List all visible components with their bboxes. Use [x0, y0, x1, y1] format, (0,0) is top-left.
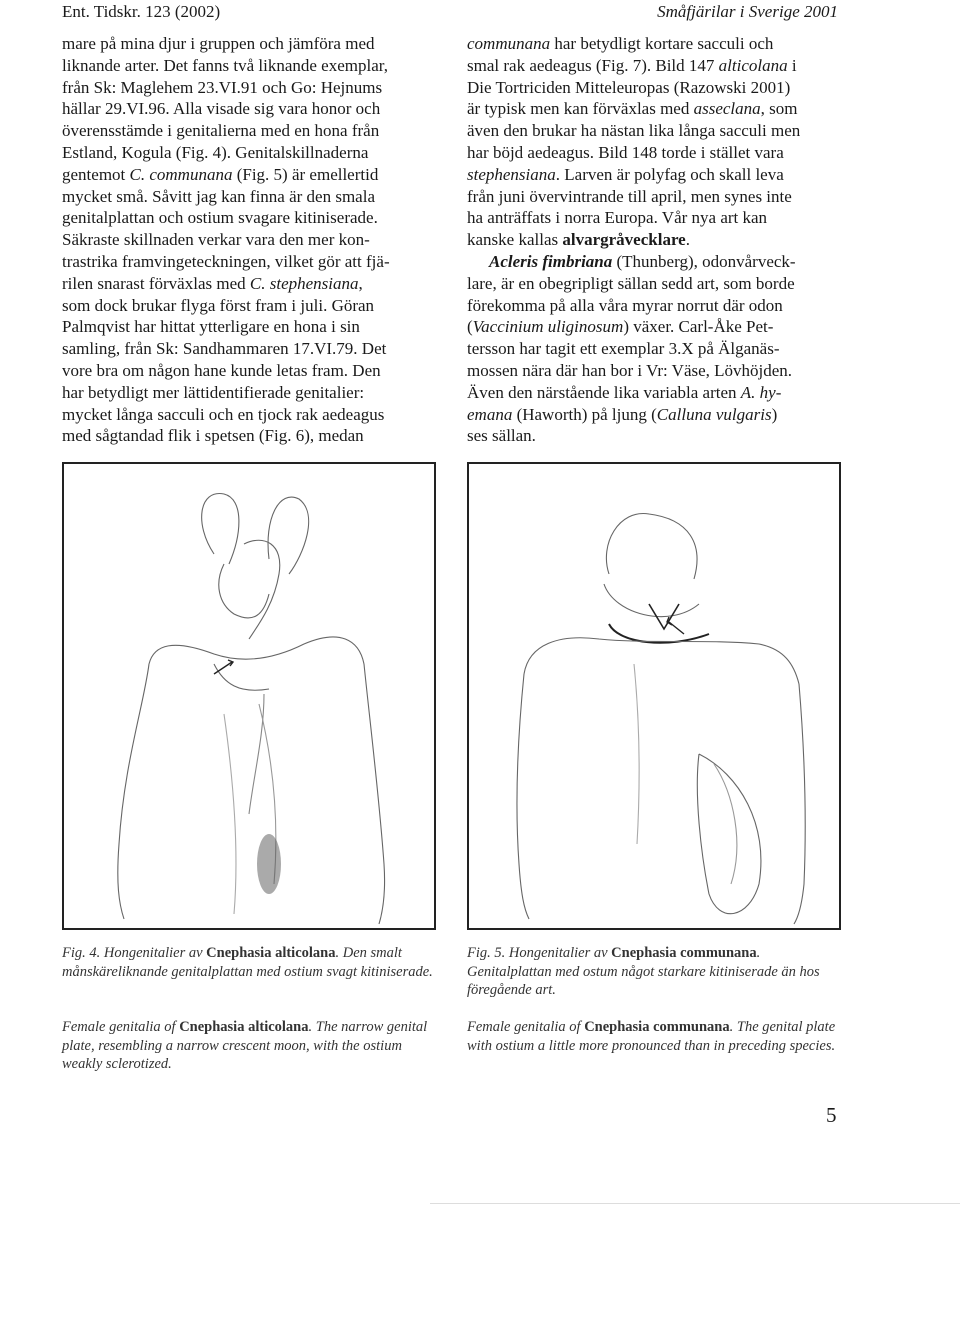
text-run: ,: [358, 273, 363, 293]
caption-run: . Genitalplattan med ostum något starkare kitiniserade än hos föregående art.: [467, 945, 820, 998]
common-name: alvargråvecklare: [562, 230, 686, 250]
left-text-column: [62, 33, 434, 447]
caption-species: Cnephasia alticolana: [206, 945, 336, 961]
figure-4-caption-sv: [62, 944, 434, 981]
text-line: Estland, Kogula (Fig. 4). Genitalskillnaderna: [62, 142, 369, 162]
text-line: hällar 29.VI.96. Alla visade sig vara honor och: [62, 99, 381, 119]
species-name: C. stephensiana: [249, 273, 359, 293]
text-line: [467, 55, 837, 77]
text-line: liknande arter. Det fanns två liknande exemplar,: [62, 55, 388, 75]
text-line: Die Tortriciden Mitteleuropas (Razowski 2001): [467, 77, 791, 97]
species-name: stephensiana: [467, 164, 556, 184]
text-run: (Thunberg), odonvårveck-: [612, 251, 796, 271]
text-line: [467, 382, 837, 404]
species-name: C. communana: [129, 164, 233, 184]
caption-species: Cnephasia communana: [584, 1019, 730, 1035]
caption-text: [467, 944, 839, 1000]
text-run: är typisk men kan förväxlas med: [467, 99, 694, 119]
species-name: communana: [467, 34, 551, 53]
text-line: ha anträffats i norra Europa. Vår nya art kan: [467, 208, 768, 228]
text-run: .: [685, 230, 690, 250]
text-run: Även den närstående lika variabla arten: [467, 382, 741, 402]
species-name: Vaccinium uliginosum: [472, 317, 624, 337]
caption-text: [62, 944, 434, 981]
text-run: (Fig. 5) är emellertid: [232, 164, 379, 184]
caption-run: Fig. 5. Hongenitalier av: [467, 945, 612, 961]
figure-5-caption-en: [467, 1018, 839, 1055]
species-name: Calluna vulgaris: [656, 404, 772, 424]
genitalia-drawing-alticolana: [64, 464, 434, 928]
text-line: mycket långa sacculi och en tjock rak aedeagus: [62, 404, 385, 424]
caption-run: . The genital plate with ostium a little more pronounced than in preceding species.: [467, 1019, 836, 1054]
text-run: ) växer. Carl-Åke Pet-: [623, 317, 774, 337]
caption-run: Female genitalia of: [62, 1019, 180, 1035]
species-heading: Acleris fimbriana: [489, 251, 613, 271]
figure-4-caption-en: [62, 1018, 434, 1074]
caption-text: [467, 1018, 839, 1055]
text-line: har betydligt mer lättidentifierade genitalier:: [62, 382, 365, 402]
text-line: [467, 33, 837, 55]
text-run: (: [467, 317, 473, 337]
text-line: Palmqvist har hittat ytterligare en hona i sin: [62, 317, 360, 337]
text-line: mare på mina djur i gruppen och jämföra med: [62, 34, 375, 53]
page-number: 5: [826, 1103, 837, 1127]
text-line: vore bra om någon hane kunde letas fram. Den: [62, 360, 381, 380]
text-line: [467, 229, 837, 251]
text-line: mycket små. Såvitt jag kan finna är den smala: [62, 186, 375, 206]
caption-run: Fig. 4. Hongenitalier av: [62, 945, 207, 961]
caption-run: . Den smalt månskäreliknande genitalplattan med ostium svagt kitiniserade.: [62, 945, 433, 980]
running-header-left: Ent. Tidskr. 123 (2002): [62, 2, 221, 21]
text-line: samling, från Sk: Sandhammaren 17.VI.79. Det: [62, 339, 387, 359]
text-run: rilen snarast förväxlas med: [62, 273, 250, 293]
text-line: med sågtandad flik i spetsen (Fig. 6), medan: [62, 426, 364, 446]
figure-5-caption-sv: [467, 944, 839, 1000]
caption-text: [62, 1018, 434, 1074]
text-line: [467, 164, 837, 186]
species-name: A. hy-: [740, 382, 782, 402]
right-text-column: [467, 33, 837, 447]
text-line: Säkraste skillnaden verkar vara den mer kon-: [62, 230, 370, 250]
text-line: [467, 404, 837, 426]
text-line: lare, är en obegripligt sällan sedd art, som borde: [467, 273, 795, 293]
text-line: [467, 316, 837, 338]
species-name: alticolana: [718, 55, 788, 75]
text-line: överensstämde i genitalierna med en hona från: [62, 121, 380, 141]
text-line: [467, 98, 837, 120]
caption-run: . The narrow genital plate, resembling a narrow crescent moon, with the ostium weakly sclerotized.: [62, 1019, 428, 1072]
text-line: förekomma på alla våra myrar norrut där odon: [467, 295, 783, 315]
text-line: från Sk: Maglehem 23.VI.91 och Go: Hejnums: [62, 77, 383, 97]
text-line: [62, 273, 434, 295]
genitalia-drawing-communana: [469, 464, 839, 928]
text-line: mossen nära där han bor i Vr: Väse, Lövhöjden.: [467, 360, 793, 380]
text-run: (Haworth) på ljung (: [512, 404, 657, 424]
text-line: trastrika framvingeteckningen, vilket gör att fjä-: [62, 251, 390, 271]
text-line: även den brukar ha nästan lika långa sacculi men: [467, 121, 801, 141]
species-name: asseclana: [693, 99, 761, 119]
text-line: har böjd aedeagus. Bild 148 torde i stället vara: [467, 142, 784, 162]
text-line: genitalplattan och ostium svagare kitiniserade.: [62, 208, 378, 228]
caption-run: Female genitalia of: [467, 1019, 585, 1035]
figure-4-drawing: [62, 462, 436, 930]
text-run: smal rak aedeagus (Fig. 7). Bild 147: [467, 55, 719, 75]
species-name: emana: [467, 404, 513, 424]
text-run: , som: [760, 99, 798, 119]
text-run: gentemot: [62, 164, 130, 184]
text-run: kanske kallas: [467, 230, 563, 250]
caption-species: Cnephasia communana: [611, 945, 757, 961]
text-run: . Larven är polyfag och skall leva: [555, 164, 784, 184]
running-header-right: Småfjärilar i Sverige 2001: [657, 2, 838, 21]
text-line: som dock brukar flyga först fram i juli. Göran: [62, 295, 375, 315]
text-line: [467, 251, 837, 273]
text-line: ses sällan.: [467, 426, 536, 446]
text-run: ): [771, 404, 778, 424]
text-line: [62, 164, 434, 186]
caption-species: Cnephasia alticolana: [179, 1019, 309, 1035]
text-line: från juni övervintrande till april, men synes inte: [467, 186, 792, 206]
text-line: tersson har tagit ett exemplar 3.X på Älganäs-: [467, 339, 780, 359]
scan-edge-line: [430, 1203, 960, 1204]
text-run: i: [787, 55, 797, 75]
figure-5-drawing: [467, 462, 841, 930]
text-run: har betydligt kortare sacculi och: [550, 34, 774, 53]
